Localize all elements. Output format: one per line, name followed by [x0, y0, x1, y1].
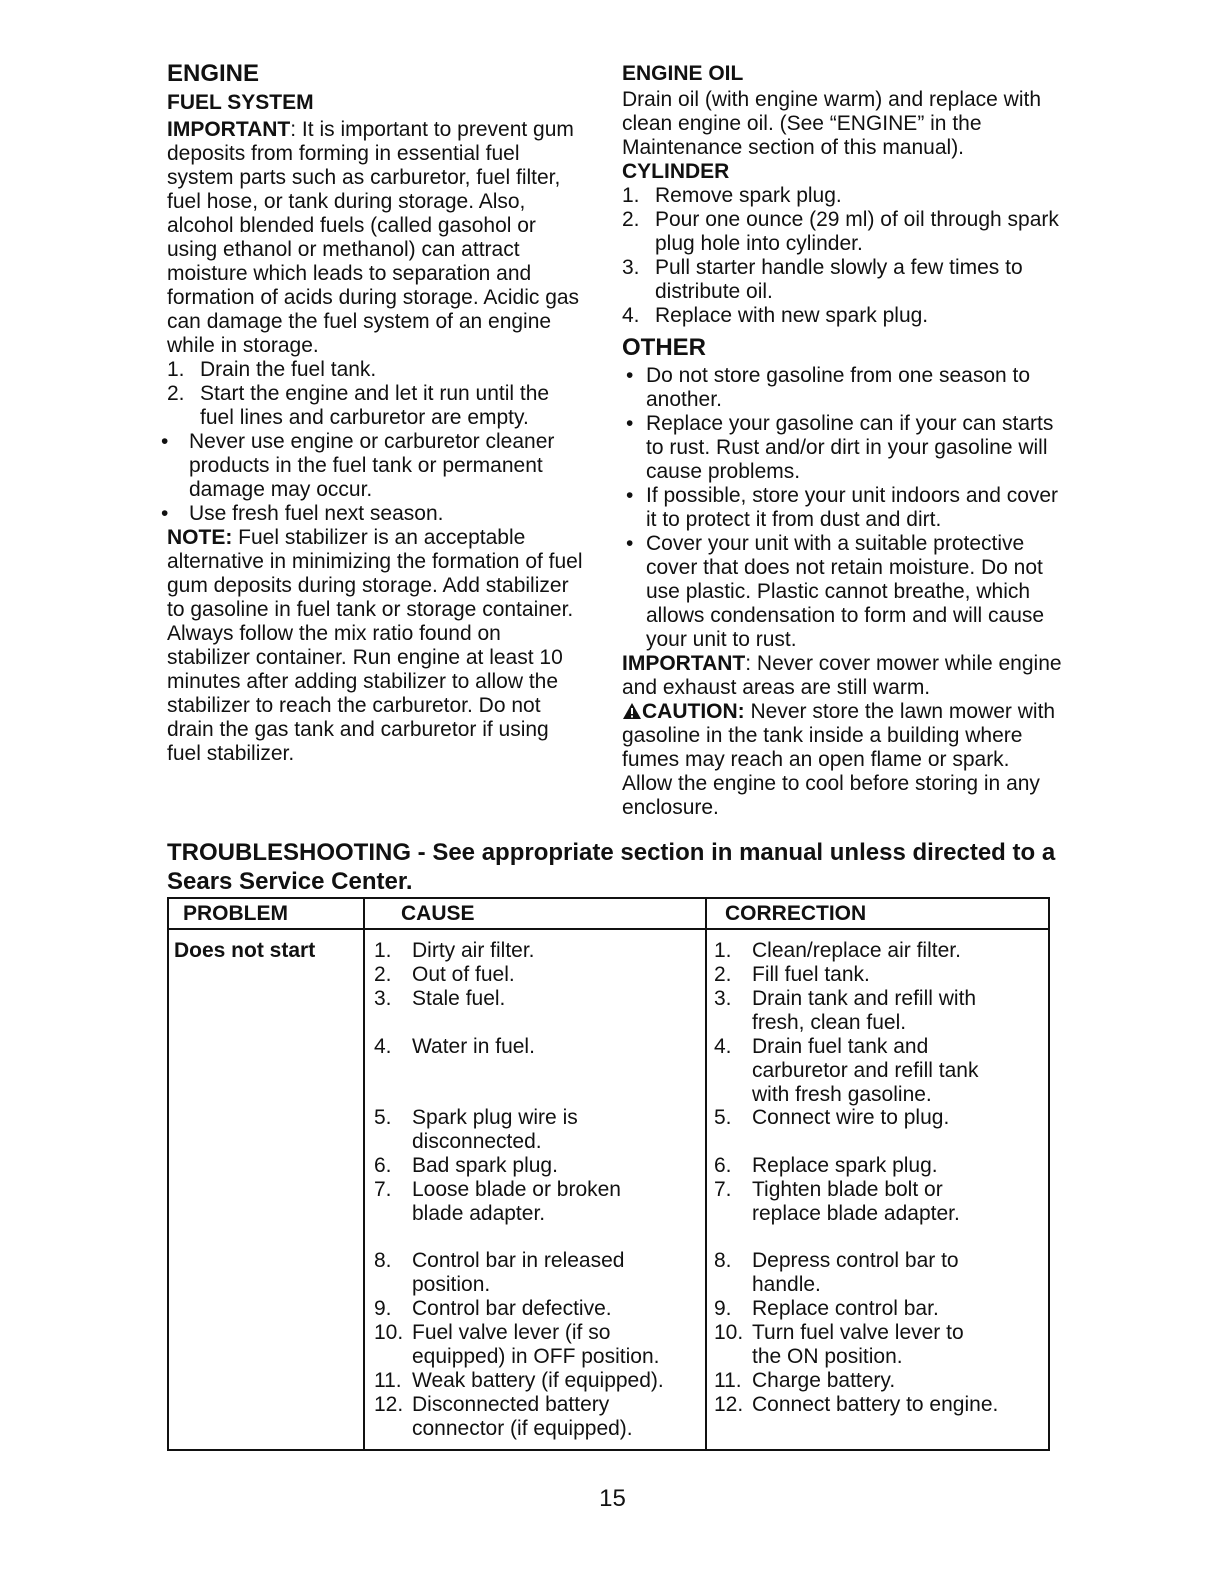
- header-correction: CORRECTION: [725, 902, 867, 925]
- important-warm-paragraph: [622, 652, 1062, 700]
- cause-item: [374, 1369, 704, 1393]
- caution-text: Never store the lawn mower with gasoline in the tank inside a building where fumes may reach an open flame or spark. Allow the engine to cool before storing in any enclosure.: [622, 700, 1056, 819]
- item-text: Weak battery (if equipped).: [412, 1369, 664, 1392]
- item-number: 11.: [714, 1369, 742, 1392]
- correction-item: [714, 1369, 1044, 1393]
- item-number: 12.: [374, 1393, 404, 1416]
- page-number: 15: [599, 1485, 626, 1512]
- correction-item: [714, 1249, 984, 1297]
- item-text: Control bar defective.: [412, 1297, 612, 1320]
- cause-item: [374, 963, 704, 987]
- list-item: [167, 358, 587, 382]
- step-text: Drain the fuel tank.: [200, 358, 377, 381]
- item-number: 10.: [714, 1321, 744, 1344]
- list-item: [622, 208, 1062, 256]
- fuel-bullets: [157, 430, 587, 526]
- step-number: 4.: [622, 304, 640, 327]
- correction-item: [714, 939, 1044, 963]
- fuel-system-paragraph: [167, 118, 587, 358]
- list-item: [622, 256, 1062, 304]
- important-label: IMPORTANT: [622, 652, 746, 675]
- item-text: Drain fuel tank and carburetor and refill tank with fresh gasoline.: [752, 1035, 979, 1106]
- item-text: Spark plug wire is disconnected.: [412, 1106, 578, 1153]
- note-text: Fuel stabilizer is an acceptable alternative in minimizing the formation of fuel gum deposits during storage. Add stabilizer to gasoline in fuel tank or storage container. Always follow the mix ratio found on stabilizer container. Run engine at least 10 minutes after adding stabilizer to allow the stabilizer to reach the carburetor. Do not drain the gas tank and carburetor if using fuel stabilizer.: [167, 526, 583, 765]
- left-column: [167, 60, 587, 766]
- step-text: Pull starter handle slowly a few times to distribute oil.: [655, 256, 1023, 303]
- step-text: Remove spark plug.: [655, 184, 842, 207]
- column-divider: [363, 899, 365, 1449]
- correction-item: [714, 987, 1004, 1035]
- note-paragraph: [167, 526, 587, 766]
- list-item: • If possible, store your unit indoors and cover it to protect it from dust and dirt.: [622, 484, 1062, 532]
- list-item: [167, 382, 587, 430]
- item-number: 2.: [374, 963, 392, 986]
- item-text: Fuel valve lever (if so equipped) in OFF position.: [412, 1321, 660, 1368]
- step-number: 2.: [167, 382, 185, 405]
- item-number: 1.: [714, 939, 732, 962]
- column-divider: [705, 899, 707, 1449]
- step-text: Replace with new spark plug.: [655, 304, 929, 327]
- cause-item: [374, 1297, 704, 1321]
- item-number: 5.: [374, 1106, 392, 1129]
- item-text: Dirty air filter.: [412, 939, 535, 962]
- correction-item: [714, 1154, 1044, 1178]
- right-column: [622, 60, 1062, 820]
- important-text: : It is important to prevent gum deposits from forming in essential fuel system parts such as carburetor, fuel filter, fuel hose, or tank during storage. Also, alcohol blended fuels (called gasohol or using ethanol or methanol) can attract moisture which leads to separation and formation of acids during storage. Acidic gas can damage the fuel system of an engine while in storage.: [167, 118, 580, 357]
- item-text: Water in fuel.: [412, 1035, 535, 1058]
- correction-item: [714, 1321, 964, 1369]
- item-number: 1.: [374, 939, 392, 962]
- item-number: 11.: [374, 1369, 402, 1392]
- correction-item: [714, 1106, 1044, 1130]
- list-item: [622, 184, 1062, 208]
- correction-item: [714, 963, 1044, 987]
- caution-label: CAUTION:: [642, 700, 745, 723]
- cause-item: [374, 1106, 674, 1154]
- item-text: Connect battery to engine.: [752, 1393, 999, 1416]
- problem-does-not-start: Does not start: [174, 939, 316, 962]
- item-number: 10.: [374, 1321, 404, 1344]
- fuel-system-heading: FUEL SYSTEM: [167, 91, 314, 114]
- item-number: 12.: [714, 1393, 744, 1416]
- item-number: 8.: [714, 1249, 732, 1272]
- item-text: Tighten blade bolt or replace blade adapter.: [752, 1178, 960, 1225]
- other-heading: OTHER: [622, 334, 706, 361]
- list-item: • Cover your unit with a suitable protective cover that does not retain moisture. Do not use plastic. Plastic cannot breathe, which allows condensation to form and will cause your unit to rust.: [622, 532, 1062, 652]
- correction-item: [714, 1035, 1004, 1107]
- correction-item: [714, 1297, 1044, 1321]
- item-text: Replace spark plug.: [752, 1154, 938, 1177]
- item-text: Disconnected battery connector (if equipped).: [412, 1393, 633, 1440]
- caution-paragraph: [622, 700, 1062, 820]
- item-text: Fill fuel tank.: [752, 963, 870, 986]
- item-number: 5.: [714, 1106, 732, 1129]
- item-number: 6.: [714, 1154, 732, 1177]
- item-text: Depress control bar to handle.: [752, 1249, 959, 1296]
- list-item: • Use fresh fuel next season.: [157, 502, 587, 526]
- correction-item: [714, 1178, 984, 1226]
- cylinder-steps: [622, 184, 1062, 328]
- item-text: Stale fuel.: [412, 987, 506, 1010]
- item-text: Replace control bar.: [752, 1297, 939, 1320]
- item-text: Out of fuel.: [412, 963, 515, 986]
- step-number: 2.: [622, 208, 640, 231]
- note-label: NOTE:: [167, 526, 233, 549]
- step-number: 1.: [167, 358, 185, 381]
- item-number: 3.: [374, 987, 392, 1010]
- item-number: 7.: [374, 1178, 392, 1201]
- cause-item: [374, 1178, 674, 1226]
- list-item: [622, 304, 1062, 328]
- engine-heading: ENGINE: [167, 60, 260, 87]
- header-divider: [169, 928, 1048, 930]
- item-text: Bad spark plug.: [412, 1154, 558, 1177]
- cause-item: [374, 1393, 674, 1441]
- step-text: Start the engine and let it run until the fuel lines and carburetor are empty.: [200, 382, 550, 429]
- cause-item: [374, 1249, 674, 1297]
- item-number: 4.: [714, 1035, 732, 1058]
- item-number: 3.: [714, 987, 732, 1010]
- item-text: Drain tank and refill with fresh, clean fuel.: [752, 987, 977, 1034]
- engine-oil-heading: ENGINE OIL: [622, 62, 744, 85]
- warning-triangle-icon: [622, 702, 642, 720]
- item-number: 9.: [714, 1297, 732, 1320]
- item-number: 6.: [374, 1154, 392, 1177]
- item-number: 4.: [374, 1035, 392, 1058]
- cause-item: [374, 939, 704, 963]
- troubleshooting-heading: TROUBLESHOOTING - See appropriate section in manual unless directed to a Sears Service Center.: [167, 839, 1056, 895]
- step-text: Pour one ounce (29 ml) of oil through spark plug hole into cylinder.: [655, 208, 1059, 255]
- header-problem: PROBLEM: [183, 902, 288, 925]
- fuel-drain-steps: [167, 358, 587, 430]
- item-number: 8.: [374, 1249, 392, 1272]
- cause-item: [374, 1321, 679, 1369]
- item-text: Charge battery.: [752, 1369, 896, 1392]
- list-item: • Replace your gasoline can if your can starts to rust. Rust and/or dirt in your gasoline will cause problems.: [622, 412, 1062, 484]
- troubleshooting-table: [167, 897, 1050, 1451]
- cause-item: [374, 1035, 704, 1059]
- item-text: Connect wire to plug.: [752, 1106, 950, 1129]
- important-label: IMPORTANT: [167, 118, 291, 141]
- step-number: 1.: [622, 184, 640, 207]
- cylinder-heading: CYLINDER: [622, 160, 730, 183]
- item-number: 7.: [714, 1178, 732, 1201]
- item-number: 2.: [714, 963, 732, 986]
- list-item: • Never use engine or carburetor cleaner products in the fuel tank or permanent damage may occur.: [157, 430, 587, 502]
- step-number: 3.: [622, 256, 640, 279]
- engine-oil-text: Drain oil (with engine warm) and replace with clean engine oil. (See “ENGINE” in the Maintenance section of this manual).: [622, 88, 1042, 159]
- header-cause: CAUSE: [401, 902, 475, 925]
- item-text: Loose blade or broken blade adapter.: [412, 1178, 621, 1225]
- item-text: Clean/replace air filter.: [752, 939, 961, 962]
- other-bullets: [622, 364, 1062, 652]
- cause-item: [374, 987, 704, 1011]
- item-number: 9.: [374, 1297, 392, 1320]
- cause-item: [374, 1154, 704, 1178]
- important-text: : Never cover mower while engine and exhaust areas are still warm.: [622, 652, 1062, 699]
- item-text: Turn fuel valve lever to the ON position.: [752, 1321, 964, 1368]
- item-text: Control bar in released position.: [412, 1249, 625, 1296]
- list-item: • Do not store gasoline from one season to another.: [622, 364, 1062, 412]
- correction-item: [714, 1393, 1044, 1417]
